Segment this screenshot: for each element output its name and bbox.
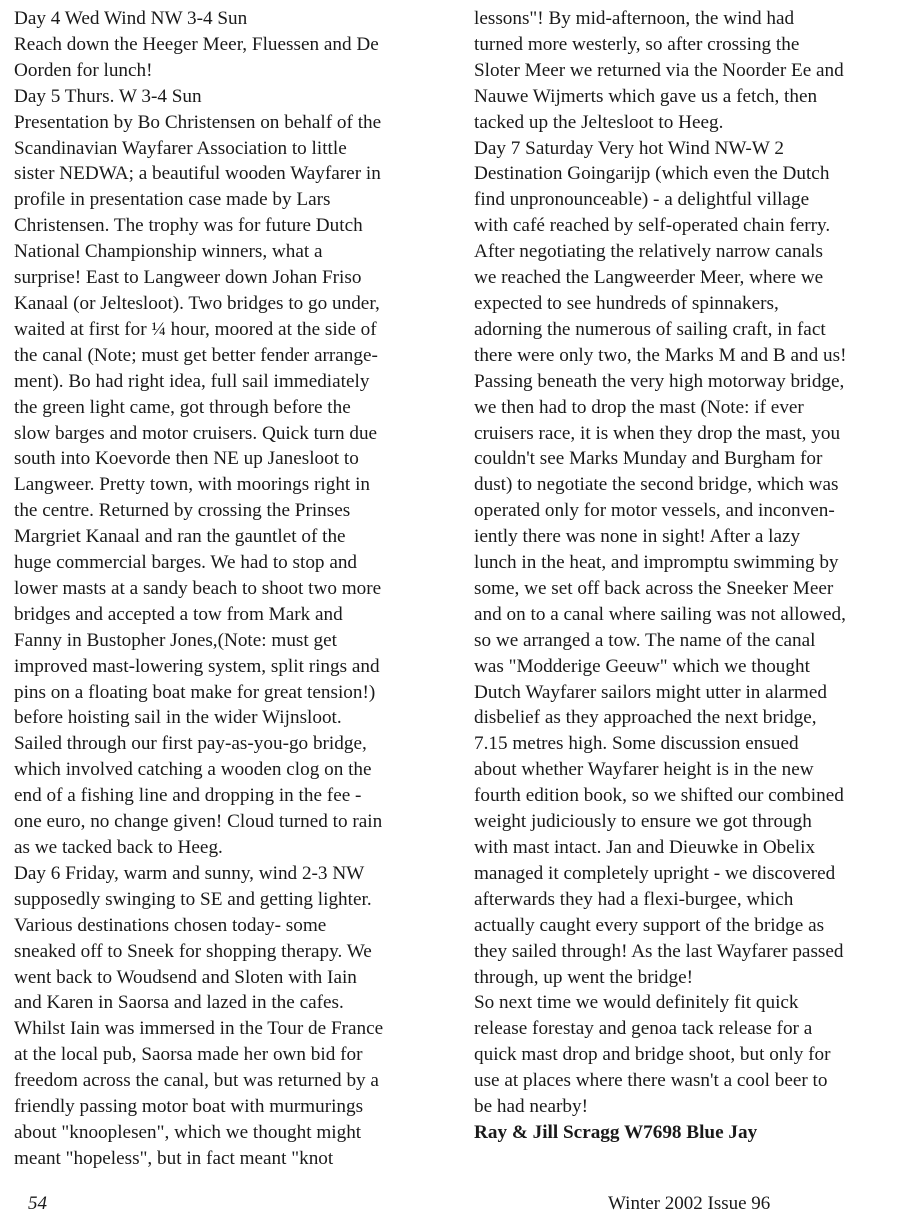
text-line: improved mast-lowering system, split rings and [14, 655, 380, 677]
text-line: pins on a floating boat make for great tension!) [14, 681, 376, 703]
text-line: Presentation by Bo Christensen on behalf of the [14, 111, 382, 133]
text-line: adorning the numerous of sailing craft, in fact [474, 318, 826, 340]
text-line: Passing beneath the very high motorway bridge, [474, 370, 845, 392]
text-line: supposedly swinging to SE and getting lighter. [14, 888, 372, 910]
text-line: dust) to negotiate the second bridge, which was [474, 474, 839, 496]
text-line: So next time we would definitely fit quick [474, 992, 799, 1014]
page-number: 54 [28, 1193, 47, 1214]
text-line: and Karen in Saorsa and lazed in the cafes. [14, 992, 344, 1014]
text-line: before hoisting sail in the wider Wijnsloot. [14, 707, 342, 729]
text-line: weight judiciously to ensure we got through [474, 811, 812, 833]
text-line: as we tacked back to Heeg. [14, 837, 223, 858]
text-line: the centre. Returned by crossing the Prinses [14, 500, 351, 522]
issue-label: Winter 2002 Issue 96 [608, 1193, 771, 1214]
text-line: Whilst Iain was immersed in the Tour de France [14, 1018, 384, 1040]
text-line: cruisers race, it is when they drop the mast, you [474, 422, 841, 444]
text-line: Langweer. Pretty town, with moorings right in [14, 474, 370, 496]
text-line: meant "hopeless", but in fact meant "knot [14, 1147, 334, 1169]
text-line: with mast intact. Jan and Dieuwke in Obelix [474, 837, 816, 858]
right-column-lines [474, 6, 894, 1120]
text-line: use at places where there wasn't a cool beer to [474, 1070, 828, 1092]
text-line: Christensen. The trophy was for future Dutch [14, 215, 363, 237]
text-line: through, up went the bridge! [474, 966, 694, 988]
text-line: expected to see hundreds of spinnakers, [474, 292, 779, 314]
text-line: they sailed through! As the last Wayfarer passed [474, 940, 844, 962]
text-line: Day 7 Saturday Very hot Wind NW-W 2 [474, 137, 784, 159]
text-line: couldn't see Marks Munday and Burgham for [474, 448, 823, 470]
text-line: about "knooplesen", which we thought might [14, 1121, 362, 1143]
article-column-right [474, 6, 894, 1146]
text-line: Various destinations chosen today- some [14, 914, 327, 936]
text-line: some, we set off back across the Sneeker Meer [474, 577, 834, 599]
text-line: huge commercial barges. We had to stop and [14, 552, 358, 574]
text-line: lessons"! By mid-afternoon, the wind had [474, 8, 795, 29]
text-line: with café reached by self-operated chain ferry. [474, 215, 831, 237]
text-line: the green light came, got through before the [14, 396, 351, 418]
text-line: After negotiating the relatively narrow canals [474, 241, 823, 263]
text-line: Scandinavian Wayfarer Association to little [14, 137, 347, 159]
text-line: Day 6 Friday, warm and sunny, wind 2-3 NW [14, 862, 365, 884]
text-line: sister NEDWA; a beautiful wooden Wayfarer in [14, 163, 381, 185]
text-line: we then had to drop the mast (Note: if ever [474, 396, 804, 418]
text-line: Nauwe Wijmerts which gave us a fetch, then [474, 85, 818, 107]
text-line: Dutch Wayfarer sailors might utter in alarmed [474, 681, 827, 703]
text-line: fourth edition book, so we shifted our combined [474, 785, 844, 807]
text-line: turned more westerly, so after crossing the [474, 33, 800, 55]
text-line: Sailed through our first pay-as-you-go bridge, [14, 733, 367, 755]
text-line: one euro, no change given! Cloud turned to rain [14, 811, 383, 833]
text-line: at the local pub, Saorsa made her own bid for [14, 1044, 363, 1066]
text-line: there were only two, the Marks M and B and us! [474, 344, 847, 366]
text-line: end of a fishing line and dropping in the fee - [14, 785, 362, 807]
text-line: operated only for motor vessels, and inconven- [474, 500, 835, 522]
text-line: Kanaal (or Jeltesloot). Two bridges to go under, [14, 292, 380, 314]
text-line: ment). Bo had right idea, full sail immediately [14, 370, 370, 392]
text-line: so we arranged a tow. The name of the canal [474, 629, 816, 651]
text-line: disbelief as they approached the next bridge, [474, 707, 817, 729]
text-line: actually caught every support of the bridge as [474, 914, 825, 936]
article-column-left [14, 6, 454, 1172]
text-line: lunch in the heat, and impromptu swimming by [474, 552, 839, 574]
text-line: about whether Wayfarer height is in the new [474, 759, 814, 781]
text-line: the canal (Note; must get better fender arrange- [14, 344, 378, 366]
text-line: Reach down the Heeger Meer, Fluessen and De [14, 33, 379, 55]
text-line: waited at first for ¼ hour, moored at the side of [14, 318, 377, 340]
text-line: Day 4 Wed Wind NW 3-4 Sun [14, 8, 248, 29]
text-line: profile in presentation case made by Lars [14, 189, 331, 211]
text-line: went back to Woudsend and Sloten with Iain [14, 966, 357, 988]
text-line: freedom across the canal, but was returned by a [14, 1070, 379, 1092]
text-line: tacked up the Jeltesloot to Heeg. [474, 111, 724, 133]
text-line: afterwards they had a flexi-burgee, which [474, 888, 794, 910]
text-line: be had nearby! [474, 1096, 589, 1118]
text-line: friendly passing motor boat with murmurings [14, 1096, 364, 1118]
text-line: sneaked off to Sneek for shopping therapy. We [14, 940, 372, 962]
text-line: we reached the Langweerder Meer, where we [474, 267, 824, 289]
text-line: Destination Goingarijp (which even the Dutch [474, 163, 830, 185]
author-signature: Ray & Jill Scragg W7698 Blue Jay [474, 1121, 758, 1143]
text-line: 7.15 metres high. Some discussion ensued [474, 733, 799, 755]
text-line: Margriet Kanaal and ran the gauntlet of the [14, 526, 346, 548]
text-line: Sloter Meer we returned via the Noorder Ee and [474, 59, 844, 81]
text-line: and on to a canal where sailing was not allowed, [474, 603, 846, 625]
text-line: find unpronounceable) - a delightful village [474, 189, 810, 211]
text-line: release forestay and genoa tack release for a [474, 1018, 813, 1040]
text-line: was "Modderige Geeuw" which we thought [474, 655, 810, 677]
text-line: south into Koevorde then NE up Janesloot to [14, 448, 359, 470]
text-line: iently there was none in sight! After a lazy [474, 526, 801, 548]
text-line: surprise! East to Langweer down Johan Friso [14, 267, 362, 289]
text-line: bridges and accepted a tow from Mark and [14, 603, 343, 625]
text-line: Oorden for lunch! [14, 59, 153, 81]
text-line: National Championship winners, what a [14, 241, 323, 263]
text-line: which involved catching a wooden clog on the [14, 759, 372, 781]
text-line: Day 5 Thurs. W 3-4 Sun [14, 85, 202, 107]
text-line: lower masts at a sandy beach to shoot two more [14, 577, 382, 599]
text-line: managed it completely upright - we discovered [474, 862, 836, 884]
text-line: Fanny in Bustopher Jones,(Note: must get [14, 629, 337, 651]
text-line: slow barges and motor cruisers. Quick turn due [14, 422, 378, 444]
text-line: quick mast drop and bridge shoot, but only for [474, 1044, 831, 1066]
